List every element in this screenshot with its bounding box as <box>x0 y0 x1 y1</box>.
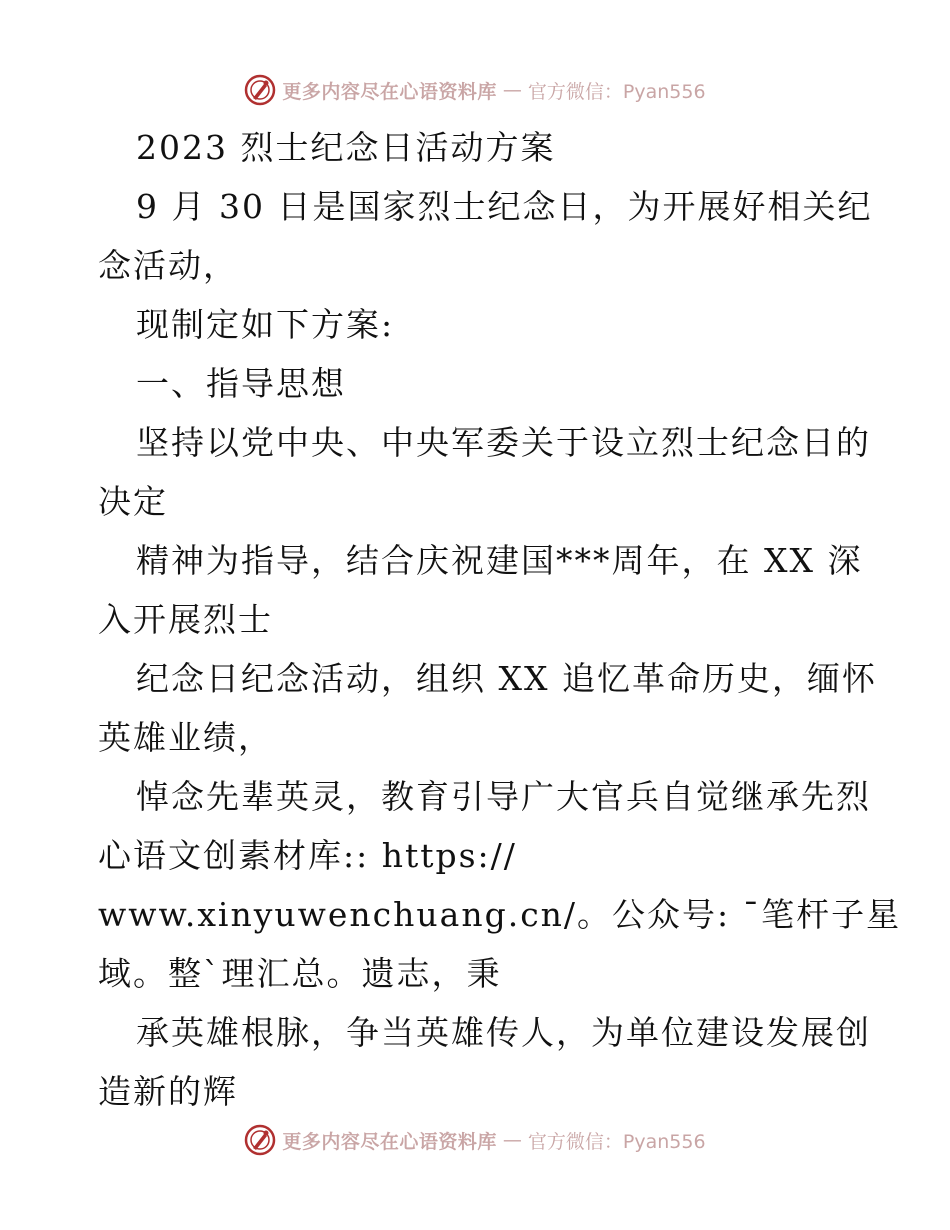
watermark-separator: — <box>502 79 522 101</box>
header-watermark <box>0 72 950 108</box>
paragraph-line: 现制定如下方案: <box>136 305 395 344</box>
watermark-contact: 官方微信：Pyan556 <box>527 1130 706 1153</box>
paragraph-line: 心语文创素材库:: https:// <box>98 836 517 875</box>
paragraph-line: 英雄业绩， <box>98 718 273 757</box>
watermark-text: 更多内容尽在心语资料库 <box>282 80 497 103</box>
document-body <box>98 118 902 1121</box>
paragraph-line: 入开展烈士 <box>98 600 273 639</box>
paragraph-line: 域。整`理汇总。遗志，秉 <box>98 954 502 993</box>
watermark-contact: 官方微信：Pyan556 <box>527 80 706 103</box>
paragraph-line: 决定 <box>98 482 168 521</box>
watermark-text: 更多内容尽在心语资料库 <box>282 1130 497 1153</box>
paragraph-line: 念活动， <box>98 246 238 285</box>
paragraph-line: 承英雄根脉，争当英雄传人，为单位建设发展创 <box>136 1013 871 1052</box>
document-title: 2023 烈士纪念日活动方案 <box>136 128 556 167</box>
paragraph-line: www.xinyuwenchuang.cn/。公众号: ¯笔杆子星 <box>98 895 902 934</box>
watermark-separator: — <box>502 1129 522 1151</box>
paragraph-line: 精神为指导，结合庆祝建国***周年，在 XX 深 <box>136 541 863 580</box>
footer-watermark <box>0 1122 950 1158</box>
section-heading: 一、指导思想 <box>136 364 346 403</box>
paragraph-line: 9 月 30 日是国家烈士纪念日，为开展好相关纪 <box>136 187 873 226</box>
pen-logo-icon <box>244 1124 276 1156</box>
paragraph-line: 纪念日纪念活动，组织 XX 追忆革命历史，缅怀 <box>136 659 877 698</box>
paragraph-line: 悼念先辈英灵，教育引导广大官兵自觉继承先烈 <box>136 777 871 816</box>
paragraph-line: 坚持以党中央、中央军委关于设立烈士纪念日的 <box>136 423 871 462</box>
pen-logo-icon <box>244 74 276 106</box>
paragraph-line: 造新的辉 <box>98 1072 238 1111</box>
